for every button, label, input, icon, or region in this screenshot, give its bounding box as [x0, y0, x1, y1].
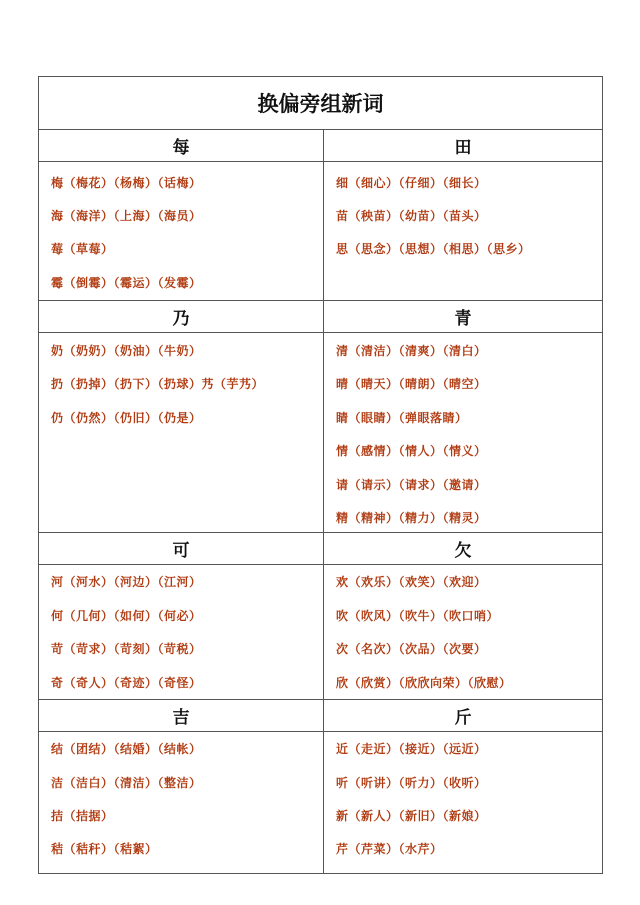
- word-line: 晴（晴天）（晴朗）（晴空）: [336, 377, 487, 391]
- word-line: 芹（芹菜）（水芹）: [336, 842, 443, 856]
- word-line: 苗（秧苗）（幼苗）（苗头）: [336, 209, 487, 223]
- word-line: 莓（草莓）: [51, 242, 114, 256]
- word-line: 河（河水）（河边）（江河）: [51, 575, 202, 589]
- page-title: 换偏旁组新词: [39, 77, 602, 130]
- word-line: 洁（洁白）（清洁）（整洁）: [51, 776, 202, 790]
- word-line: 苛（苛求）（苛刻）（苛税）: [51, 642, 202, 656]
- word-line: 情（感情）（情人）（情义）: [336, 444, 487, 458]
- word-line: 结（团结）（结婚）（结帐）: [51, 742, 202, 756]
- word-line: 海（海洋）（上海）（海员）: [51, 209, 202, 223]
- word-line: 扔（扔掉）（扔下）（扔球）艿（芋艿）: [51, 377, 265, 391]
- word-line: 清（清洁）（清爽）（清白）: [336, 344, 487, 358]
- section-1-left-header: 每: [39, 130, 323, 162]
- word-line: 思（思念）（思想）（相思）（思乡）: [336, 242, 531, 256]
- section-1-right-header: 田: [324, 130, 602, 162]
- word-line: 拮（拮据）: [51, 809, 114, 823]
- section-3-left-header: 可: [39, 533, 323, 565]
- word-line: 仍（仍然）（仍旧）（仍是）: [51, 411, 202, 425]
- word-line: 近（走近）（接近）（远近）: [336, 742, 487, 756]
- section-2-left-header: 乃: [39, 301, 323, 333]
- word-line: 梅（梅花）（杨梅）（话梅）: [51, 176, 202, 190]
- word-line: 霉（倒霉）（霉运）（发霉）: [51, 276, 202, 290]
- section-2-body: [39, 333, 602, 533]
- word-line: 吹（吹风）（吹牛）（吹口哨）: [336, 609, 500, 623]
- section-4-right-header: 斤: [324, 700, 602, 732]
- word-line: 何（几何）（如何）（何必）: [51, 609, 202, 623]
- word-line: 秸（秸秆）（秸絮）: [51, 842, 158, 856]
- word-line: 新（新人）（新旧）（新娘）: [336, 809, 487, 823]
- column-divider: [323, 130, 324, 874]
- section-3-right-header: 欠: [324, 533, 602, 565]
- word-line: 奇（奇人）（奇迹）（奇怪）: [51, 676, 202, 690]
- word-table: [38, 76, 603, 874]
- word-line: 睛（眼睛）（弹眼落睛）: [336, 411, 468, 425]
- word-line: 奶（奶奶）（奶油）（牛奶）: [51, 344, 202, 358]
- word-line: 欢（欢乐）（欢笑）（欢迎）: [336, 575, 487, 589]
- word-line: 次（名次）（次品）（次要）: [336, 642, 487, 656]
- section-2-right-header: 青: [324, 301, 602, 333]
- section-4-left-header: 吉: [39, 700, 323, 732]
- word-line: 细（细心）（仔细）（细长）: [336, 176, 487, 190]
- word-line: 听（听讲）（听力）（收听）: [336, 776, 487, 790]
- word-line: 请（请示）（请求）（邀请）: [336, 478, 487, 492]
- word-line: 欣（欣赏）（欣欣向荣）（欣慰）: [336, 676, 512, 690]
- word-line: 精（精神）（精力）（精灵）: [336, 511, 487, 525]
